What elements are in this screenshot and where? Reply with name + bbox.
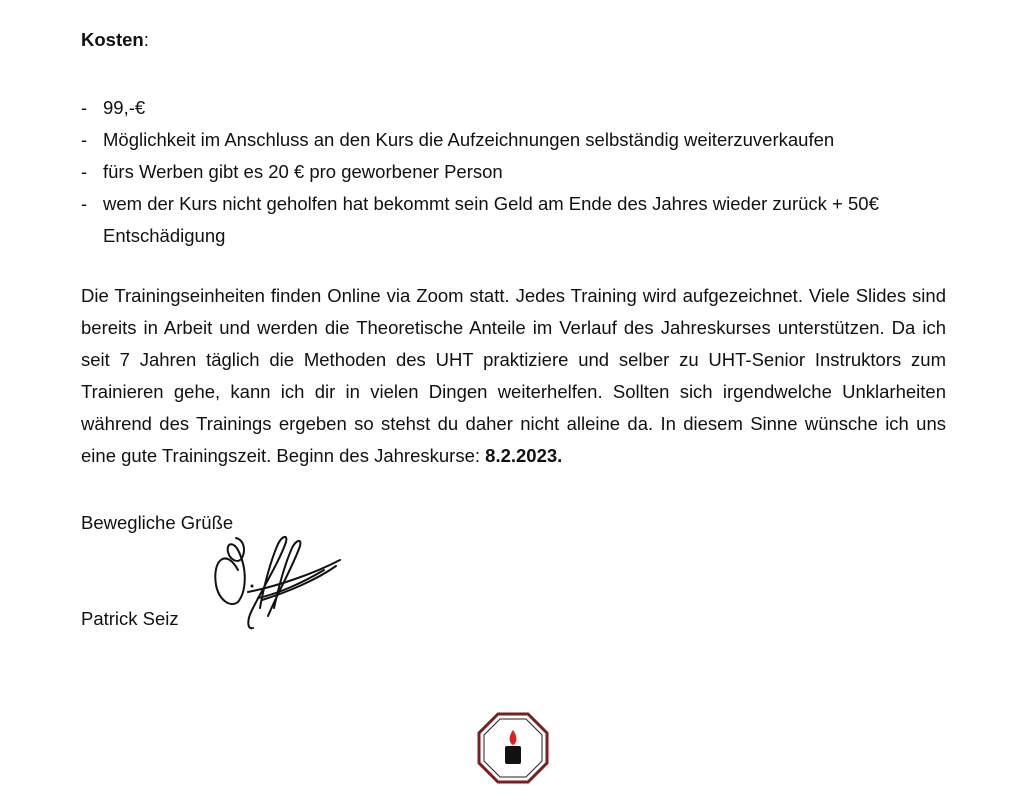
list-bullet: - xyxy=(81,129,88,150)
start-date: 8.2.2023. xyxy=(485,445,563,466)
author-name: Patrick Seiz xyxy=(81,608,179,629)
list-item-text: wem der Kurs nicht geholfen hat bekommt sein Geld am Ende des Jahres wieder zurück + 50€ Entschädigung xyxy=(103,193,879,246)
list-item xyxy=(81,92,946,124)
octagon-candle-logo-icon xyxy=(477,712,549,784)
list-item-text: Möglichkeit im Anschluss an den Kurs die Aufzeichnungen selbständig weiterzuverkaufen xyxy=(103,129,835,150)
list-item xyxy=(81,156,946,188)
list-bullet: - xyxy=(81,161,88,182)
costs-heading-colon: : xyxy=(143,29,149,50)
closing-greeting: Bewegliche Grüße xyxy=(81,512,234,533)
list-bullet: - xyxy=(81,97,88,118)
list-item xyxy=(81,188,946,252)
costs-list xyxy=(81,92,946,252)
list-bullet: - xyxy=(81,193,88,214)
costs-heading xyxy=(81,28,149,52)
handwritten-signature-icon xyxy=(208,530,348,635)
list-item xyxy=(81,124,946,156)
list-item-text: 99,-€ xyxy=(103,97,146,118)
costs-heading-label: Kosten xyxy=(81,29,144,50)
body-text: Die Trainingseinheiten finden Online via Zoom statt. Jedes Training wird aufgezeichnet. Viele Slides sind bereits in Arbeit und werden die Theoretische Anteile im Verlauf des Jahreskurses unterstützen. Da ich seit 7 Jahren täglich die Methoden des UHT praktiziere und selber zu UHT-Senior Instruktors zum Trainieren gehe, kann ich dir in vielen Dingen weiterhelfen. Sollten sich irgendwelche Unklarheiten während des Trainings ergeben so stehst du daher nicht alleine da. In diesem Sinne wünsche ich uns eine gute Trainingszeit. Beginn des Jahreskurse: xyxy=(81,285,946,466)
list-item-text: fürs Werben gibt es 20 € pro geworbener Person xyxy=(103,161,503,182)
body-paragraph xyxy=(81,280,946,472)
